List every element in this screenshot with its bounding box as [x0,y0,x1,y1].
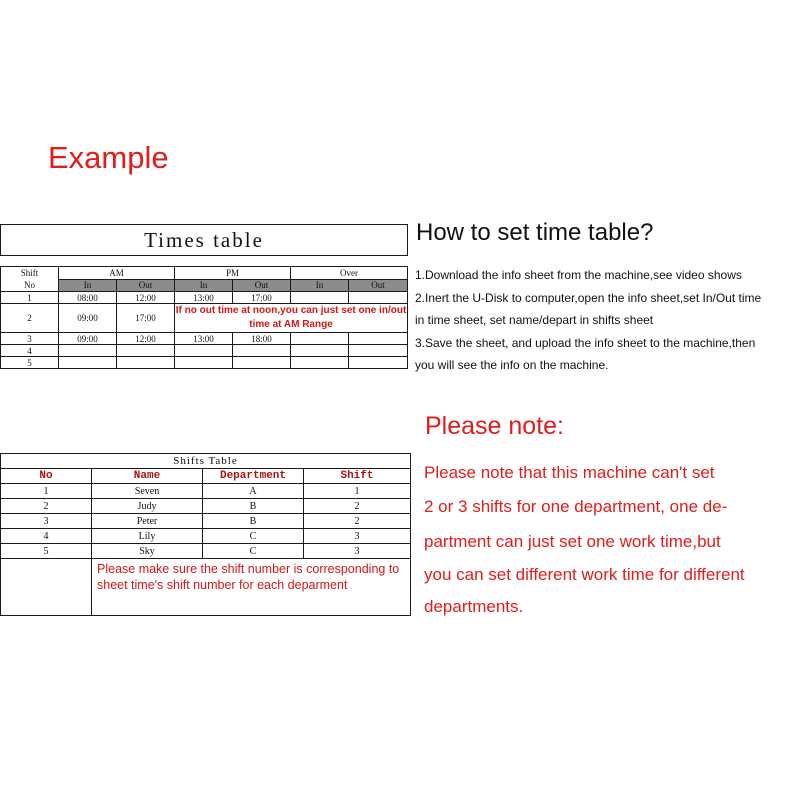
am-in-time: 08:00 [59,292,117,304]
times-row [1,333,408,345]
row-department: C [203,544,304,559]
row-no: 4 [1,529,92,544]
times-note: If no out time at noon,you can just set one in/out time at AM Range [175,304,408,333]
am-in-time: 09:00 [59,304,117,333]
row-department: C [203,529,304,544]
times-table-title: Times table [1,225,408,256]
over-out-time [349,292,408,304]
howto-line: in time sheet, set name/depart in shifts sheet [415,313,654,327]
please-note-line: partment can just set one work time,but [424,532,721,551]
pm-in-header: In [175,279,233,292]
times-row [1,357,408,369]
times-row [1,345,408,357]
table-row [1,529,411,544]
over-in-time [291,292,349,304]
over-out-time [349,333,408,345]
pm-out-header: Out [233,279,291,292]
shift-header: Shift [304,469,411,484]
row-shift: 2 [304,514,411,529]
am-header: AM [59,267,175,280]
over-out-header: Out [349,279,408,292]
pm-in-time: 13:00 [175,333,233,345]
please-note-line: Please note that this machine can't set [424,463,715,482]
table-row [1,499,411,514]
times-row [1,292,408,304]
shifts-table [0,453,411,616]
row-name: Peter [92,514,203,529]
example-title: Example [48,140,169,175]
row-name: Sky [92,544,203,559]
please-note-line: you can set different work time for different [424,565,745,584]
department-header: Department [203,469,304,484]
row-shift: 2 [304,499,411,514]
row-no: 5 [1,544,92,559]
am-out-time: 12:00 [117,292,175,304]
howto-line: 2.Inert the U-Disk to computer,open the info sheet,set In/Out time [415,291,762,305]
shift-no: 2 [1,304,59,333]
am-out-time: 12:00 [117,333,175,345]
shift-no: 3 [1,333,59,345]
shifts-table-title: Shifts Table [1,454,411,469]
row-name: Lily [92,529,203,544]
am-out-time: 17:00 [117,304,175,333]
row-department: B [203,499,304,514]
please-note-line: departments. [424,597,524,616]
am-in-time: 09:00 [59,333,117,345]
please-note-title: Please note: [425,412,564,440]
times-row [1,304,408,333]
howto-line: 3.Save the sheet, and upload the info sheet to the machine,then [415,336,756,350]
shift-no: 4 [1,345,59,357]
shift-no: 5 [1,357,59,369]
over-in-time [291,333,349,345]
table-row [1,544,411,559]
shift-no-header: Shift No [1,267,59,292]
row-department: A [203,484,304,499]
row-name: Seven [92,484,203,499]
times-table [0,224,408,369]
over-header: Over [291,267,408,280]
table-row [1,484,411,499]
row-shift: 1 [304,484,411,499]
howto-line: you will see the info on the machine. [415,358,609,372]
shifts-note: Please make sure the shift number is corresponding to sheet time's shift number for each deparment [92,559,411,616]
over-in-header: In [291,279,349,292]
please-note-line: 2 or 3 shifts for one department, one de- [424,497,728,516]
row-no: 2 [1,499,92,514]
row-no: 3 [1,514,92,529]
table-row [1,514,411,529]
shift-no: 1 [1,292,59,304]
pm-out-time: 17:00 [233,292,291,304]
pm-in-time: 13:00 [175,292,233,304]
row-shift: 3 [304,529,411,544]
howto-title: How to set time table? [416,219,654,246]
no-header: No [1,469,92,484]
name-header: Name [92,469,203,484]
row-shift: 3 [304,544,411,559]
am-out-header: Out [117,279,175,292]
pm-out-time: 18:00 [233,333,291,345]
pm-header: PM [175,267,291,280]
howto-line: 1.Download the info sheet from the machine,see video shows [415,268,742,282]
am-in-header: In [59,279,117,292]
row-department: B [203,514,304,529]
row-name: Judy [92,499,203,514]
row-no: 1 [1,484,92,499]
